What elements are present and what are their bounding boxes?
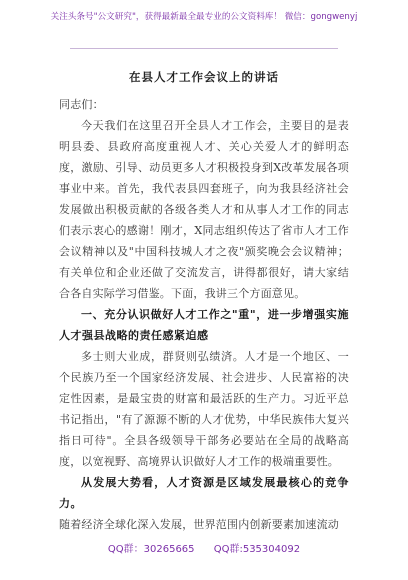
document-body (59, 94, 349, 535)
salutation: 同志们： (59, 98, 104, 111)
qq-group-1: QQ群：30265665 (107, 544, 195, 555)
page-title: 在县人才工作会议上的讲话 (129, 70, 279, 84)
header-divider (70, 48, 338, 49)
qq-group-2: QQ群:535304092 (213, 544, 301, 555)
page-header: 关注头条号"公文研究"，获得最新最全最专业的公文资料库！ 微信：gongwenyj (50, 12, 358, 22)
intro-paragraph: 今天我们在这里召开全县人才工作会，主要目的是表明县委、县政府高度重视人才、关心关爱人才的鲜明态度，激励、引导、动员更多人才积极投身到X改革发展各项事业中来。首先，我代表县四套班子，向为我县经济社会发展做出积极贡献的各级各类人才和从事人才工作的同志们表示衷心的感谢！刚才，X同志组织传达了省市人才工作会议精神以及"中国科技城人才之夜"颁奖晚会会议精神；有关单位和企业还做了交流发言，讲得都很好，请大家结合各自实际学习借鉴。下面，我讲三个方面意见。 (59, 119, 349, 300)
truncated-line: 随着经济全球化深入发展，世界范围内创新要素加速流动 (59, 518, 339, 531)
section-heading: 一、充分认识做好人才工作之"重"，进一步增强实施人才强县战略的责任感紧迫感 (59, 308, 349, 342)
section-paragraph: 多士则大业成，群贤则弘绩済。人才是一个地区、一个民族乃至一个国家经济发展、社会进步、人民富裕的决定性因素，是最宝贵的财富和最活跃的生产力。习近平总书记指出，"有了源源不断的人才优势，中华民族伟大复兴指日可待"。全县各级领导干部务必要站在全局的战略高度，以宽视野、高境界认识做好人才工作的极端重要性。 (59, 350, 349, 468)
subheading: 从发展大势看，人才资源是区域发展最核心的竞争力。 (59, 476, 349, 510)
page-footer (0, 540, 408, 555)
